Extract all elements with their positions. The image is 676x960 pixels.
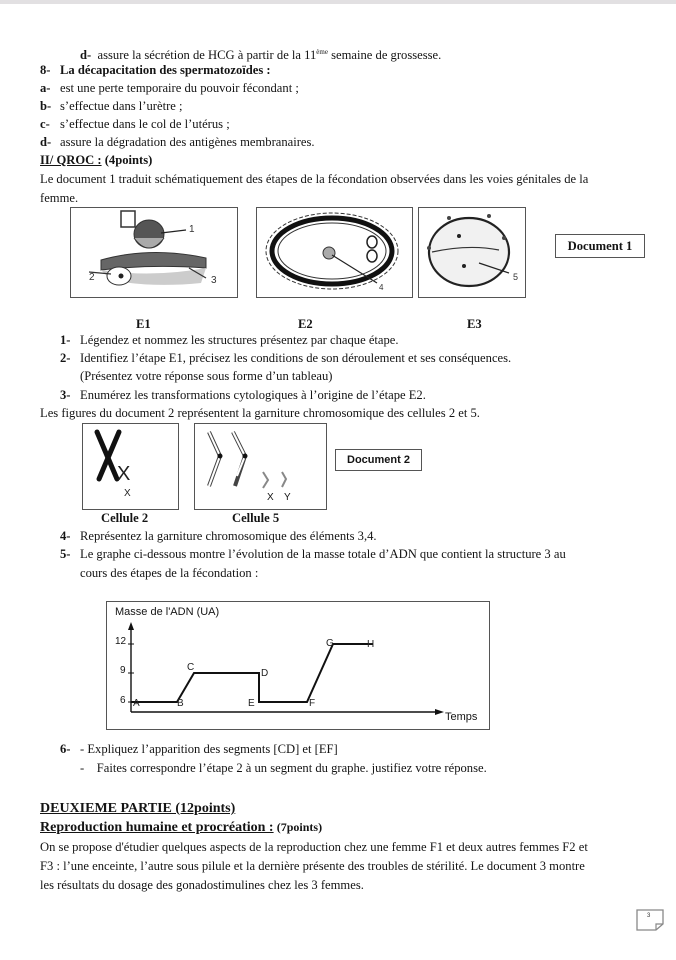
chrom-label-x: X: [124, 488, 131, 499]
svg-text:F: F: [309, 698, 316, 709]
question-7d: d- assure la sécrétion de HCG à partir de la 11ème semaine de grossesse.: [80, 48, 442, 63]
figure-cellule-5: [194, 423, 327, 510]
svg-text:1: 1: [189, 224, 195, 235]
top-edge: [0, 0, 676, 4]
qroc-intro-line1: Le document 1 traduit schématiquement des étapes de la fécondation observées dans les voies génitales de la: [40, 172, 589, 186]
egg-with-pronuclei-illustration: [257, 208, 412, 297]
doc2-intro: Les figures du document 2 représentent la garniture chromosomique des cellules 2 et 5.: [40, 406, 480, 420]
ytick-6: 6: [120, 695, 126, 706]
svg-text:E: E: [248, 698, 255, 709]
ytick-12: 12: [115, 636, 127, 647]
page-indicator: [635, 908, 665, 932]
question-8-option-d: d- assure la dégradation des antigènes membranaires.: [40, 135, 315, 149]
two-cell-embryo-illustration: [419, 208, 525, 297]
svg-text:3: 3: [211, 275, 217, 286]
qroc-heading: II/ QROC : (4points): [40, 153, 153, 167]
ytick-9: 9: [120, 665, 126, 676]
svg-text:D: D: [261, 668, 269, 679]
chromosomes-cellule-2: [83, 424, 178, 509]
y-axis-arrow-icon: [128, 622, 134, 630]
caption-e3: E3: [467, 317, 482, 331]
part2-heading: DEUXIEME PARTIE (12points): [40, 801, 236, 816]
dna-mass-chart: [106, 601, 490, 730]
svg-text:2: 2: [89, 272, 95, 283]
question-8-option-c: c- s’effectue dans le col de l’utérus ;: [40, 117, 230, 131]
svg-text:G: G: [326, 638, 334, 649]
svg-text:5: 5: [513, 272, 519, 282]
question-2-note: (Présentez votre réponse sous forme d’un tableau): [80, 369, 333, 383]
part2-para-line1: On se propose d'étudier quelques aspects de la reproduction chez une femme F1 et deux autres femmes F2 et: [40, 840, 588, 854]
question-8-option-a: a- est une perte temporaire du pouvoir fécondant ;: [40, 81, 299, 95]
part2-para-line2: F3 : l’une enceinte, l’autre sous pilule et la dernière présente des troubles de stérilité. Le document 3 montre: [40, 859, 585, 873]
question-1: 1- Légendez et nommez les structures présentez par chaque étape.: [60, 333, 399, 347]
chrom-label-y5: Y: [284, 492, 291, 503]
caption-e1: E1: [136, 317, 151, 331]
svg-text:B: B: [177, 698, 184, 709]
question-6-line1: 6- - Expliquez l’apparition des segments [CD] et [EF]: [60, 742, 338, 756]
chrom-label-x5: X: [267, 492, 274, 503]
svg-text:X: X: [117, 463, 131, 485]
caption-e2: E2: [298, 317, 313, 331]
svg-text:C: C: [187, 662, 195, 673]
question-5: 5- Le graphe ci-dessous montre l’évolution de la masse totale d’ADN que contient la structure 3 au: [60, 547, 566, 561]
x-axis-arrow-icon: [435, 709, 444, 715]
question-8-option-b: b- s’effectue dans l’urètre ;: [40, 99, 183, 113]
question-8-title: 8- La décapacitation des spermatozoïdes :: [40, 63, 271, 77]
document-2-label: Document 2: [335, 449, 422, 471]
figure-e2: [256, 207, 413, 298]
figure-e3: [418, 207, 526, 298]
question-2: 2- Identifiez l’étape E1, précisez les conditions de son déroulement et ses conséquences.: [60, 351, 512, 365]
caption-cellule-5: Cellule 5: [232, 511, 280, 525]
svg-text:4: 4: [379, 283, 384, 292]
part2-para-line3: les résultats du dosage des gonadostimulines chez les 3 femmes.: [40, 878, 364, 892]
chart-ylabel: Masse de l'ADN (UA): [115, 606, 220, 618]
question-6-line2: - Faites correspondre l’étape 2 à un segment du graphe. justifiez votre réponse.: [80, 761, 487, 775]
figure-cellule-2: [82, 423, 179, 510]
chart-plot: [107, 602, 489, 729]
question-3: 3- Enumérez les transformations cytologiques à l’origine de l’étape E2.: [60, 388, 426, 402]
page-number: 3: [647, 913, 651, 919]
svg-text:A: A: [133, 698, 140, 709]
svg-text:H: H: [367, 639, 375, 650]
chromosomes-cellule-5: [195, 424, 326, 509]
chart-xlabel: Temps: [445, 711, 478, 723]
figure-e1: [70, 207, 238, 298]
caption-cellule-2: Cellule 2: [101, 511, 149, 525]
acrosome-reaction-illustration: [71, 208, 237, 297]
document-1-label: Document 1: [555, 234, 645, 258]
part2-subheading: Reproduction humaine et procréation : (7points): [40, 820, 323, 835]
question-5-line2: cours des étapes de la fécondation :: [80, 566, 259, 580]
question-4: 4- Représentez la garniture chromosomique des éléments 3,4.: [60, 529, 377, 543]
qroc-intro-line2: femme.: [40, 191, 79, 205]
